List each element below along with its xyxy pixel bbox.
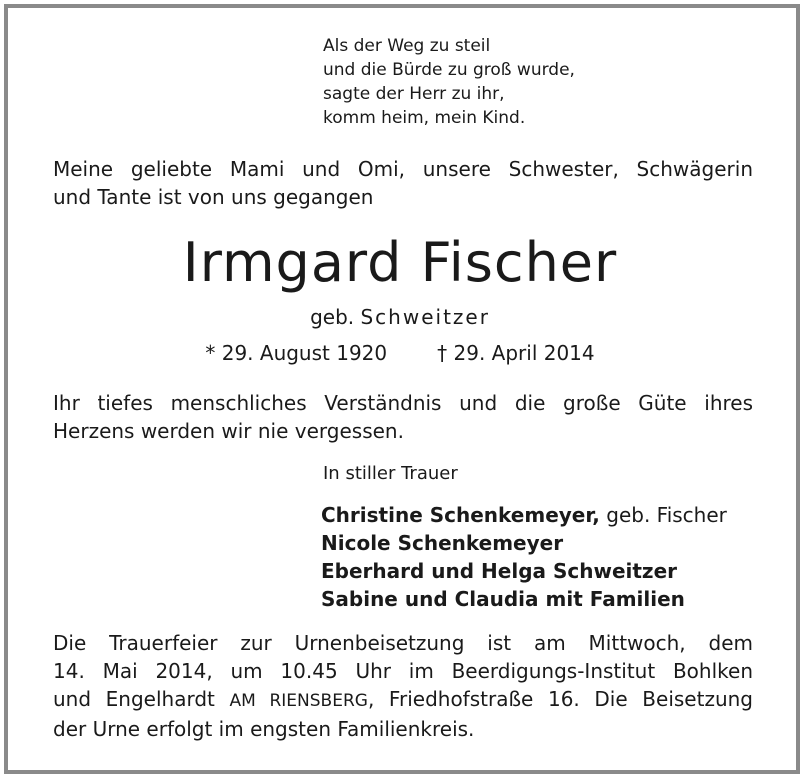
notice-line: 14. Mai 2014, um 10.45 Uhr im Beerdigungs-Institut Bohlken [53,659,753,683]
mourner-name: Eberhard und Helga Schweitzer [321,559,677,583]
maiden-surname: Schweitzer [360,305,490,329]
notice-line: der Urne erfolgt im engsten Familienkreis. [53,717,475,741]
memory-line: Ihr tiefes menschliches Verständnis und die große Güte ihres [53,391,753,415]
mourners-list [321,501,727,613]
life-dates [0,339,800,367]
intro-line: und Tante ist von uns gegangen [53,185,374,209]
mourner-name: Nicole Schenkemeyer [321,531,564,555]
mourner-suffix: geb. Fischer [599,503,727,527]
notice-line [53,685,753,715]
maiden-prefix: geb. [310,305,355,329]
maiden-name [0,303,800,331]
deceased-name: Irmgard Fischer [182,231,618,294]
mourner-entry [321,585,727,613]
death-date: † 29. April 2014 [437,341,595,365]
mourner-entry [321,501,727,529]
mourning-heading: In stiller Trauer [323,463,458,484]
intro-line: Meine geliebte Mami und Omi, unsere Schwester, Schwägerin [53,157,753,181]
mourner-name: Christine Schenkemeyer, [321,503,600,527]
mourner-entry [321,529,727,557]
poem [323,34,575,130]
mourner-entry [321,557,727,585]
notice-segment: , Friedhofstraße 16. Die Beisetzung [367,687,753,711]
notice-segment: und Engelhardt [53,687,230,711]
birth-date: * 29. August 1920 [205,341,388,365]
mourner-name: Sabine und Claudia mit Familien [321,587,685,611]
funeral-notice [53,629,753,743]
notice-line: Die Trauerfeier zur Urnenbeisetzung ist am Mittwoch, dem [53,631,753,655]
poem-line: und die Bürde zu groß wurde, [323,60,575,80]
venue-name: AM RIENSBERG [229,691,368,711]
intro-text [53,155,753,211]
poem-line: Als der Weg zu steil [323,36,491,56]
poem-line: sagte der Herr zu ihr, [323,84,505,104]
poem-line: komm heim, mein Kind. [323,108,526,128]
memory-line: Herzens werden wir nie vergessen. [53,419,404,443]
memory-text [53,389,753,445]
